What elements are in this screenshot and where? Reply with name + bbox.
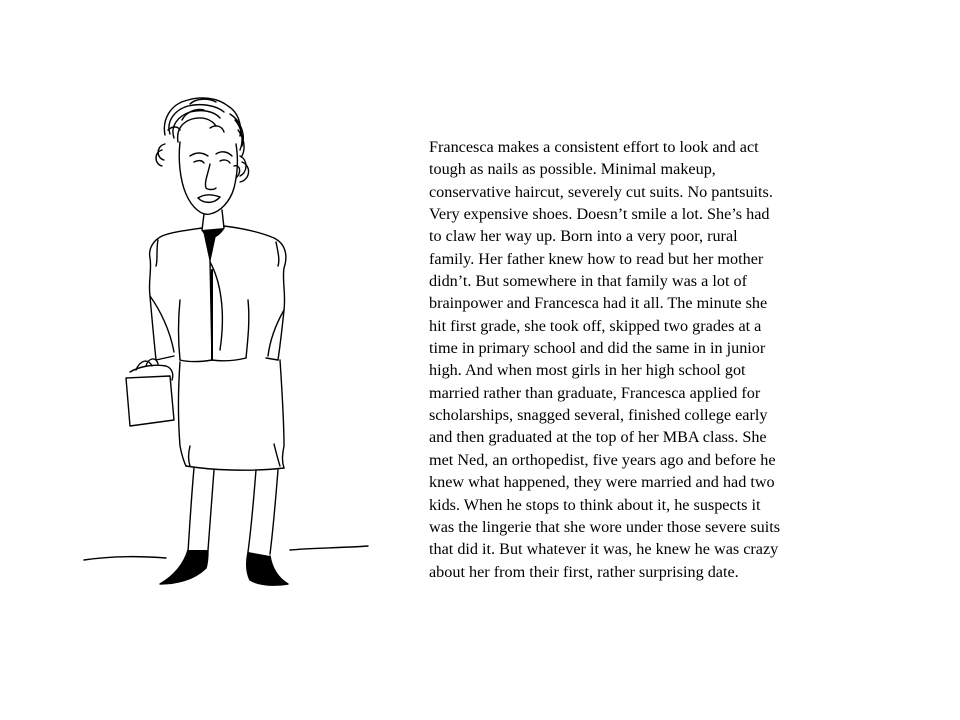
story-line: to claw her way up. Born into a very poor, rural xyxy=(429,227,738,246)
ground-lines-drawing xyxy=(84,546,368,560)
story-line: scholarships, snagged several, finished college early xyxy=(429,406,768,425)
woman-sketch-illustration xyxy=(70,90,390,610)
story-line: knew what happened, they were married and had two xyxy=(429,473,775,492)
story-line: kids. When he stops to think about it, he suspects it xyxy=(429,495,761,514)
skirt-drawing xyxy=(179,360,285,470)
neck-collar-drawing xyxy=(202,210,224,260)
hair-drawing xyxy=(156,98,249,182)
story-line: brainpower and Francesca had it all. The minute she xyxy=(429,294,768,313)
story-line: was the lingerie that she wore under those severe suits xyxy=(429,517,781,536)
story-line: family. Her father knew how to read but her mother xyxy=(429,249,764,268)
story-line: Francesca makes a consistent effort to look and act xyxy=(429,138,759,156)
story-line: and then graduated at the top of her MBA class. She xyxy=(429,428,767,447)
story-line: high. And when most girls in her high school got xyxy=(429,361,746,380)
story-line: conservative haircut, severely cut suits. No pantsuits. xyxy=(429,182,773,201)
story-line: hit first grade, she took off, skipped two grades at a xyxy=(429,316,762,335)
story-text-block xyxy=(429,136,849,583)
clutch-bag-drawing xyxy=(126,359,174,426)
story-line: met Ned, an orthopedist, five years ago and before he xyxy=(429,450,776,469)
story-line: didn’t. But somewhere in that family was a lot of xyxy=(429,272,747,291)
shoes-drawing xyxy=(160,550,288,585)
story-line: married rather than graduate, Francesca applied for xyxy=(429,383,761,402)
story-line: that did it. But whatever it was, he knew he was crazy xyxy=(429,540,779,559)
story-line: tough as nails as possible. Minimal makeup, xyxy=(429,160,716,179)
jacket-drawing xyxy=(149,226,285,362)
story-line: about her from their first, rather surprising date. xyxy=(429,562,739,581)
story-line: Very expensive shoes. Doesn’t smile a lot. She’s had xyxy=(429,205,770,224)
story-line: time in primary school and did the same in in junior xyxy=(429,339,766,358)
legs-drawing xyxy=(188,468,278,554)
face-drawing xyxy=(179,142,239,214)
